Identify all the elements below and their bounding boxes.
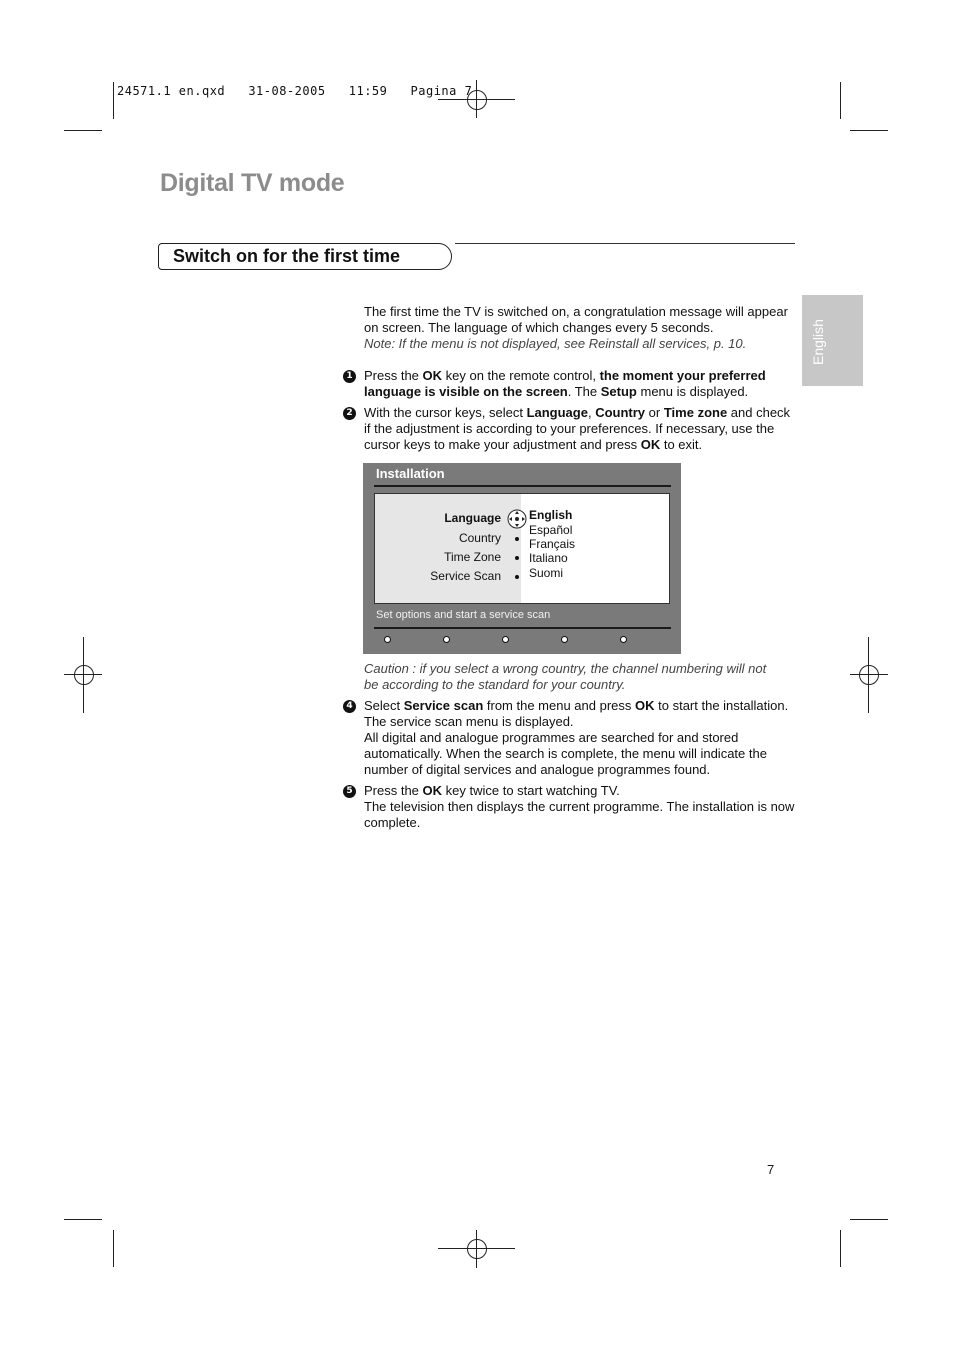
step-4-text — [364, 698, 796, 778]
text-run-bold: OK — [635, 698, 655, 713]
menu-list — [375, 494, 521, 603]
divider — [374, 627, 671, 629]
crop-mark — [113, 82, 114, 119]
text-run: menu is displayed. — [636, 384, 749, 399]
menu-bullet — [515, 575, 519, 579]
step-1-text — [364, 368, 796, 400]
step-5-text — [364, 783, 796, 831]
registration-mark — [850, 674, 888, 675]
menu-item-time-zone[interactable]: Time Zone — [444, 550, 501, 564]
text-run: or — [645, 405, 664, 420]
text-run: Select — [364, 698, 404, 713]
text-run: to start the installation. The service scan menu is displayed. — [364, 698, 789, 729]
step-number: 2 — [343, 407, 356, 420]
text-run: to exit. — [660, 437, 703, 452]
text-run-bold: the moment your preferred language is visible on the screen — [364, 368, 766, 399]
registration-mark — [83, 637, 84, 713]
registration-mark — [476, 1230, 477, 1268]
crop-mark — [850, 130, 888, 131]
step-number: 5 — [343, 785, 356, 798]
section-rule — [455, 243, 795, 244]
caution-note: Caution : if you select a wrong country, the channel numbering will not be according to the standard for your country. — [364, 661, 767, 692]
crop-mark — [64, 130, 102, 131]
registration-mark — [868, 637, 869, 713]
screen-status-text: Set options and start a service scan — [376, 609, 551, 621]
option[interactable]: Español — [529, 523, 573, 537]
page-title: Digital TV mode — [160, 169, 345, 197]
text-run: With the cursor keys, select — [364, 405, 527, 420]
menu-panel — [374, 493, 670, 604]
text-run: Press the — [364, 368, 423, 383]
text-run: All digital and analogue programmes are searched for and stored automatically. When the search is complete, the menu will indicate the number of digital services and analogue programmes found. — [364, 730, 767, 777]
color-key-dot — [443, 636, 450, 643]
step-2-text — [364, 405, 796, 453]
crop-mark — [840, 1230, 841, 1267]
registration-mark — [859, 665, 879, 685]
cursor-keys-icon — [506, 508, 528, 530]
color-key-dot — [384, 636, 391, 643]
text-run-bold: Service scan — [403, 698, 484, 713]
text-run: key on the remote control, — [442, 368, 600, 383]
language-tab-label: English — [810, 319, 826, 365]
installation-menu-screen — [363, 463, 681, 654]
text-run: key twice to start watching TV. — [442, 783, 620, 798]
color-key-dot — [620, 636, 627, 643]
text-run-bold: Language — [526, 405, 588, 420]
text-run: Press the — [364, 783, 423, 798]
section-title: Switch on for the first time — [173, 246, 401, 266]
page-number: 7 — [767, 1162, 775, 1177]
text-run: and check if the adjustment is according to your preferences. If necessary, use the cursor keys to make your adjustment and press — [364, 405, 791, 452]
text-run: , — [587, 405, 596, 420]
intro-text: The first time the TV is switched on, a congratulation message will appear on screen. The language of which changes every 5 seconds. — [364, 304, 788, 335]
text-run: . The — [567, 384, 601, 399]
text-run-bold: OK — [640, 437, 661, 452]
registration-mark — [74, 665, 94, 685]
crop-mark — [850, 1219, 888, 1220]
intro-paragraph — [364, 304, 796, 352]
crop-mark — [840, 82, 841, 119]
option-selected[interactable]: English — [529, 508, 573, 522]
menu-item-language[interactable]: Language — [444, 511, 501, 525]
text-run-bold: OK — [422, 783, 443, 798]
menu-item-service-scan[interactable]: Service Scan — [430, 569, 501, 583]
option[interactable]: Français — [529, 537, 576, 551]
registration-mark — [476, 80, 477, 118]
screen-title: Installation — [376, 466, 445, 481]
text-run: from the menu and press — [483, 698, 636, 713]
menu-bullet — [515, 556, 519, 560]
step-number: 1 — [343, 370, 356, 383]
print-file-info: 24571.1 en.qxd 31-08-2005 11:59 Pagina 7 — [117, 84, 473, 98]
text-run-bold: OK — [422, 368, 443, 383]
text-run-bold: Setup — [600, 384, 637, 399]
menu-bullet — [515, 537, 519, 541]
text-run: The television then displays the current programme. The installation is now complete. — [364, 799, 795, 830]
option[interactable]: Italiano — [529, 551, 568, 565]
registration-mark — [467, 1239, 487, 1259]
menu-item-country[interactable]: Country — [458, 531, 501, 545]
crop-mark — [113, 1230, 114, 1267]
option[interactable]: Suomi — [529, 566, 564, 580]
intro-note: Note: If the menu is not displayed, see Reinstall all services, p. 10. — [364, 336, 747, 351]
crop-mark — [64, 1219, 102, 1220]
step-number: 4 — [343, 700, 356, 713]
text-run-bold: Time zone — [663, 405, 728, 420]
color-key-dot — [502, 636, 509, 643]
divider — [374, 485, 671, 487]
color-key-dot — [561, 636, 568, 643]
text-run-bold: Country — [595, 405, 646, 420]
language-tab — [802, 295, 863, 386]
